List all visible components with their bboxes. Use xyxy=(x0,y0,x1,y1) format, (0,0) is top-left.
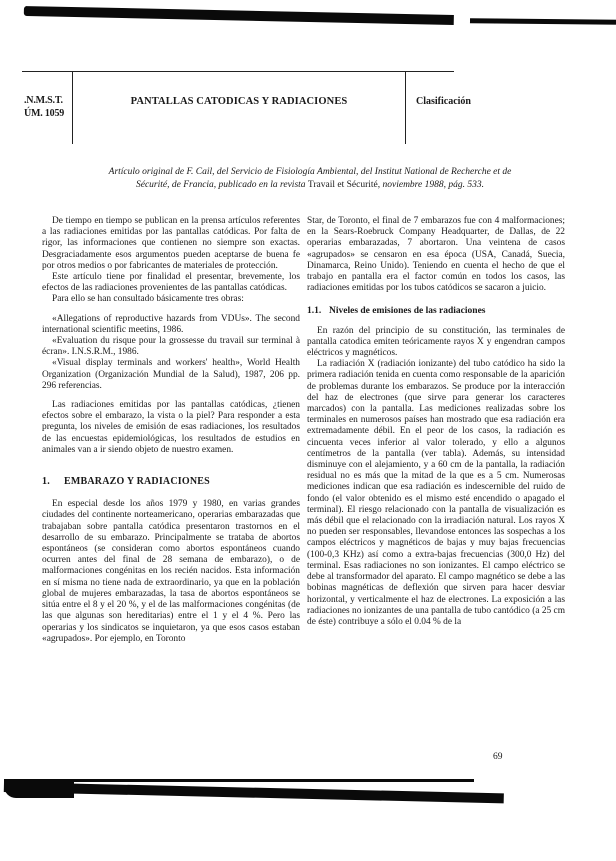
reference-line-2: ÚM. 1059 xyxy=(24,108,65,119)
source-line-2-pre: Sécurité, de Francia, publicado en la revista xyxy=(135,180,308,190)
subsection-title: Niveles de emisiones de las radiaciones xyxy=(329,306,486,317)
source-line-2-post: noviembre 1988, pág. 533. xyxy=(380,180,484,190)
article-source-note xyxy=(40,166,580,192)
header-reference-cell xyxy=(22,72,73,144)
subsection-number: 1.1. xyxy=(307,306,322,317)
intro-paragraph-2: Este artículo tiene por finalidad el presentar, brevemente, los efectos de las radiaciones provenientes de las pantallas catódicas. xyxy=(42,272,300,294)
reference-line-1: .N.M.S.T. xyxy=(24,95,63,106)
section-paragraph: En especial desde los años 1979 y 1980, en varias grandes ciudades del continente norteamericano, operarias embarazadas que trabajaban sobre pantalla catódica presentaron trastornos en el desarrollo de su embarazo. Principalmente se trataba de abortos espontáneos (se consideran como abortos espontáneos cuando ocurren antes del final de 28 semana de embarazo), o de malformaciones congénitas en los recién nacidos. Esta información en sí misma no tiene nada de extraordinario, ya que en la población global de mujeres embarazadas, la tasa de abortos espontáneos se sitúa entre el 8 y el 20 %, y el de las malformaciones congénitas (de las que algunas son hereditarias) entre el 1 y el 4 %. Pero las operarias y los sindicatos se inquietaron, ya que esos casos estaban «agrupados». Por ejemplo, en Toronto xyxy=(42,499,300,644)
document-header xyxy=(22,71,471,144)
scan-artifact-bottom-corner xyxy=(4,780,74,798)
reference-item: «Evaluation du risque pour la grossesse du travail sur terminal à écran». I.N.S.R.M., 1986. xyxy=(42,336,300,358)
continuation-paragraph: Star, de Toronto, el final de 7 embarazos fue con 4 malformaciones; en la Sears-Roebruck Company Headquarter, de Dallas, de 22 operarias embarazadas, 7 abortaron. Una veintena de casos «agrupados» se censaron en esa época (USA, Canadá, Suecia, Dinamarca, Reino Unido). Teniendo en cuenta el hecho de que el trabajo en pantalla era el factor común en todos los casos, las radiaciones emitidas por los tubos catódicos se sacaron a juicio. xyxy=(307,216,565,294)
intro-paragraph-3: Para ello se han consultado básicamente tres obras: xyxy=(52,294,244,305)
intro-paragraph-4: Las radiaciones emitidas por las pantallas catódicas, ¿tienen efectos sobre el embarazo, la vista o la piel? Para responder a esta pregunta, los niveles de emisión de esas radiaciones, los resultados de las encuestas epidemiológicas, los resultados de estudios en animales van a ir siendo objeto de nuestro examen. xyxy=(42,400,300,455)
right-column xyxy=(307,216,565,628)
subsection-heading xyxy=(307,306,565,317)
intro-paragraph-1: De tiempo en tiempo se publican en la prensa artículos referentes a las radiaciones emitidas por las pantallas catódicas. Por falta de rigor, las informaciones que contienen no siempre son exactas. Desgraciadamente esos argumentos pueden aceptarse de buena fe por otros medios o por fabricantes de materiales de protección. xyxy=(42,216,300,271)
scan-artifact-bottom-line xyxy=(4,779,474,782)
section-number: 1. xyxy=(42,476,50,488)
section-heading xyxy=(42,476,300,487)
header-title-cell xyxy=(73,72,406,144)
header-classification-cell xyxy=(406,72,486,144)
reference-item: «Visual display terminals and workers' health», World Health Organization (Organización Mundial de la Salud), 1987, 206 pp. 296 referencias. xyxy=(42,358,300,391)
scan-artifact-top xyxy=(24,6,454,25)
scan-artifact-bottom xyxy=(4,782,504,803)
subsection-paragraph-2: La radiación X (radiación ionizante) del tubo catódico ha sido la primera radiación tenida en cuenta como responsable de la aparición de problemas durante los embarazos. Se produce por la interacción del haz de electrones (que sirve para generar los caracteres marcados) con la pantalla. Las mediciones realizadas sobre los terminales en numerosos países han mostrado que esa radiación era extremadamente débil. En el peor de los casos, la radiación es cincuenta veces inferior al valor tolerado, y ello a algunos centímetros de la pantalla (ver tabla). Además, su intensidad disminuye con el alejamiento, y a 60 cm de la pantalla, la radiación residual no es más que la mitad de la que es a 5 cm. Numerosas mediciones indican que esa radiación es indescernible del ruido de fondo (el valor obtenido es el mismo esté encendido o apagado el terminal). El riesgo relacionado con la pantalla de visualización es más débil que el relacionado con la irradiación natural. Los rayos X no pueden ser responsables, llevandose entonces las sospechas a los campos eléctricos y magnéticos de bajas y muy bajas frecuencias (100-0,3 KHz) así como a extra-bajas frecuencias (300,0 Hz) del terminal. Esas radiaciones no son ionizantes. El campo eléctrico se debe al transformador del aparato. El campo magnético se debe a las bobinas magnéticas de deflexión que sirven para hacer desviar horizontal, y verticalmente el haz de electrones. La exposición a las radiaciones no ionizantes de una pantalla de tubo cantódico (a 25 cm de éste) contribuye a sólo el 0.04 % de la xyxy=(307,359,565,627)
source-line-1: Artículo original de F. Cail, del Servicio de Fisiología Ambiental, del Institut National de Recherche et de xyxy=(108,167,512,177)
subsection-paragraph-1: En razón del principio de su constitución, las terminales de pantalla catodica emiten teóricamente rayos X y engendran campos eléctricos y magnéticos. xyxy=(307,325,565,359)
page-number: 69 xyxy=(493,752,503,762)
reference-item: «Allegations of reproductive hazards from VDUs». The second international scientific meetins, 1986. xyxy=(42,313,300,335)
journal-name: Travail et Sécurité, xyxy=(307,180,381,190)
left-column xyxy=(42,216,300,645)
scan-artifact-top-right xyxy=(470,18,616,25)
document-reference xyxy=(24,94,64,120)
section-title: EMBARAZO Y RADIACIONES xyxy=(64,476,210,488)
classification-label: Clasificación xyxy=(416,96,471,107)
page-title: PANTALLAS CATODICAS Y RADIACIONES xyxy=(130,96,348,107)
